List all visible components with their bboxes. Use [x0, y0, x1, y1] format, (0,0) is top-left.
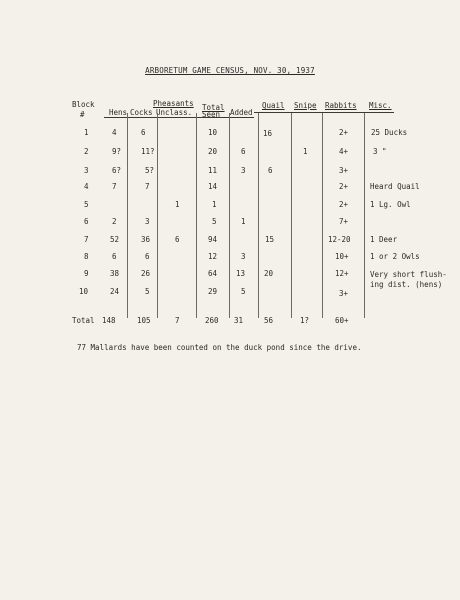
table-cell-rabbits: 2+ [339, 182, 349, 191]
table-cell-quail: 15 [265, 235, 275, 244]
totals-unclass: 7 [175, 316, 180, 325]
table-cell-total: 12 [208, 252, 218, 261]
table-cell-cocks: 36 [141, 235, 151, 244]
table-cell-block: 5 [84, 200, 89, 209]
table-cell-added: 1 [241, 217, 246, 226]
header-rabbits: Rabbits [325, 101, 357, 110]
table-cell-rabbits: 7+ [339, 217, 349, 226]
table-cell-hens: 6 [112, 252, 117, 261]
header-seen: Seen [202, 110, 221, 119]
table-cell-quail: 16 [263, 129, 273, 138]
table-cell-hens: 38 [110, 269, 120, 278]
table-cell-total: 64 [208, 269, 218, 278]
totals-snipe: 1? [300, 316, 310, 325]
table-cell-total: 94 [208, 235, 218, 244]
table-cell-block: 7 [84, 235, 89, 244]
table-cell-block: 2 [84, 147, 89, 156]
table-cell-misc: 25 Ducks [371, 128, 408, 137]
table-cell-unclass: 6 [175, 235, 180, 244]
column-rule [258, 113, 259, 318]
table-cell-cocks: 5? [145, 166, 155, 175]
table-cell-misc: ing dist. (hens) [370, 280, 443, 289]
table-cell-rabbits: 3+ [339, 289, 349, 298]
table-cell-total: 10 [208, 128, 218, 137]
table-cell-hens: 24 [110, 287, 120, 296]
table-cell-hens: 2 [112, 217, 117, 226]
table-cell-block: 4 [84, 182, 89, 191]
table-cell-rabbits: 12-20 [328, 235, 351, 244]
column-rule [196, 113, 197, 318]
table-cell-rabbits: 2+ [339, 200, 349, 209]
document-title: ARBORETUM GAME CENSUS, NOV. 30, 1937 [145, 66, 315, 75]
table-cell-cocks: 11? [141, 147, 155, 156]
table-cell-cocks: 5 [145, 287, 150, 296]
totals-cocks: 105 [137, 316, 151, 325]
header-total: Total [202, 103, 225, 112]
table-cell-rabbits: 2+ [339, 128, 349, 137]
table-cell-block: 3 [84, 166, 89, 175]
table-cell-cocks: 26 [141, 269, 151, 278]
table-cell-cocks: 6 [141, 128, 146, 137]
column-rule [322, 113, 323, 318]
table-cell-cocks: 3 [145, 217, 150, 226]
table-cell-rabbits: 10+ [335, 252, 349, 261]
table-cell-total: 20 [208, 147, 218, 156]
table-cell-total: 5 [212, 217, 217, 226]
footnote: 77 Mallards have been counted on the duck pond since the drive. [77, 343, 362, 352]
table-cell-unclass: 1 [175, 200, 180, 209]
column-rule [364, 113, 365, 318]
table-cell-block: 10 [79, 287, 89, 296]
totals-hens: 148 [102, 316, 116, 325]
table-cell-added: 3 [241, 166, 246, 175]
table-cell-rabbits: 12+ [335, 269, 349, 278]
header-unclass: Unclass. [156, 108, 193, 117]
table-cell-cocks: 7 [145, 182, 150, 191]
table-cell-added: 6 [241, 147, 246, 156]
header-pheasants: Pheasants [153, 99, 194, 108]
table-cell-hens: 7 [112, 182, 117, 191]
table-cell-misc: Heard Quail [370, 182, 420, 191]
table-cell-misc: 1 Deer [370, 235, 398, 244]
table-cell-rabbits: 4+ [339, 147, 349, 156]
header-snipe: Snipe [294, 101, 317, 110]
table-cell-misc: Very short flush- [370, 270, 447, 279]
table-cell-rabbits: 3+ [339, 166, 349, 175]
totals-total: 260 [205, 316, 219, 325]
header-added: Added [230, 108, 253, 117]
totals-label: Total [72, 316, 95, 325]
header-hens: Hens [109, 108, 128, 117]
totals-quail: 56 [264, 316, 274, 325]
table-cell-block: 6 [84, 217, 89, 226]
column-rule [127, 113, 128, 318]
table-cell-added: 5 [241, 287, 246, 296]
table-cell-misc: 3 " [373, 147, 387, 156]
column-rule [229, 113, 230, 318]
table-cell-added: 13 [236, 269, 246, 278]
table-cell-hens: 9? [112, 147, 122, 156]
totals-added: 31 [234, 316, 244, 325]
table-cell-cocks: 6 [145, 252, 150, 261]
header-block-number: # [80, 110, 85, 119]
header-rule-right [254, 112, 394, 113]
table-cell-block: 9 [84, 269, 89, 278]
table-cell-total: 1 [212, 200, 217, 209]
header-misc: Misc. [369, 101, 392, 110]
header-cocks: Cocks [130, 108, 153, 117]
table-cell-misc: 1 Lg. Owl [370, 200, 411, 209]
header-block: Block [72, 100, 95, 109]
header-quail: Quail [262, 101, 285, 110]
column-rule [157, 113, 158, 318]
table-cell-hens: 4 [112, 128, 117, 137]
column-rule [291, 113, 292, 318]
table-cell-quail: 20 [264, 269, 274, 278]
table-cell-snipe: 1 [303, 147, 308, 156]
table-cell-misc: 1 or 2 Owls [370, 252, 420, 261]
table-cell-total: 29 [208, 287, 218, 296]
table-cell-quail: 6 [268, 166, 273, 175]
table-cell-total: 14 [208, 182, 218, 191]
table-cell-hens: 6? [112, 166, 122, 175]
table-cell-block: 1 [84, 128, 89, 137]
table-cell-hens: 52 [110, 235, 120, 244]
table-cell-block: 8 [84, 252, 89, 261]
table-cell-added: 3 [241, 252, 246, 261]
table-cell-total: 11 [208, 166, 218, 175]
totals-rabbits: 60+ [335, 316, 349, 325]
